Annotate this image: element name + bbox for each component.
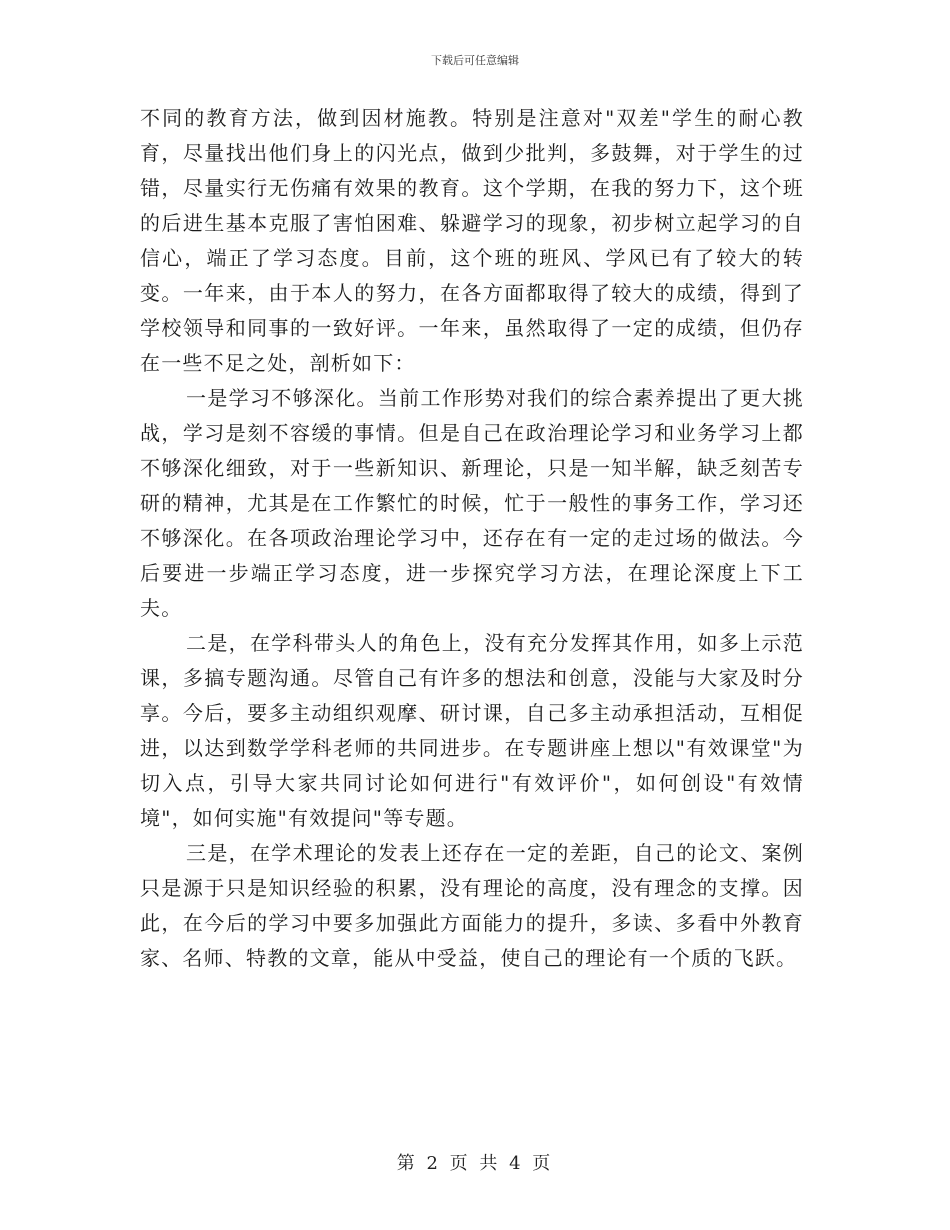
paragraph-intro-continued: 不同的教育方法，做到因材施教。特别是注意对"双差"学生的耐心教育，尽量找出他们身上的闪光点，做到少批判，多鼓舞，对于学生的过错，尽量实行无伤痛有效果的教育。这个学期，在我的努力下，这个班的后进生基本克服了害怕困难、躲避学习的现象，初步树立起学习的自信心，端正了学习态度。目前，这个班的班风、学风已有了较大的转变。一年来，由于本人的努力，在各方面都取得了较大的成绩，得到了学校领导和同事的一致好评。一年来，虽然取得了一定的成绩，但仍存在一些不足之处，剖析如下： [140,106,804,375]
paragraph-point-one: 一是学习不够深化。当前工作形势对我们的综合素养提出了更大挑战，学习是刻不容缓的事情。但是自己在政治理论学习和业务学习上都不够深化细致，对于一些新知识、新理论，只是一知半解，缺乏刻苦专研的精神，尤其是在工作繁忙的时候，忙于一般性的事务工作，学习还不够深化。在各项政治理论学习中，还存在有一定的走过场的做法。今后要进一步端正学习态度，进一步探究学习方法，在理论深度上下工夫。 [140,386,804,620]
document-body [140,101,804,976]
page-number-footer: 第 2 页 共 4 页 [396,1153,554,1174]
page-header: 下载后可任意编辑 [431,54,519,67]
paragraph-point-three: 三是，在学术理论的发表上还存在一定的差距，自己的论文、案例只是源于只是知识经验的积累，没有理论的高度，没有理念的支撑。因此，在今后的学习中要多加强此方面能力的提升，多读、多看中外教育家、名师、特教的文章，能从中受益，使自己的理论有一个质的飞跃。 [140,841,804,970]
paragraph-point-two: 二是，在学科带头人的角色上，没有充分发挥其作用，如多上示范课，多搞专题沟通。尽管自己有许多的想法和创意，没能与大家及时分享。今后，要多主动组织观摩、研讨课，自己多主动承担活动，互相促进，以达到数学学科老师的共同进步。在专题讲座上想以"有效课堂"为切入点，引导大家共同讨论如何进行"有效评价"，如何创设"有效情境"，如何实施"有效提问"等专题。 [140,631,804,830]
